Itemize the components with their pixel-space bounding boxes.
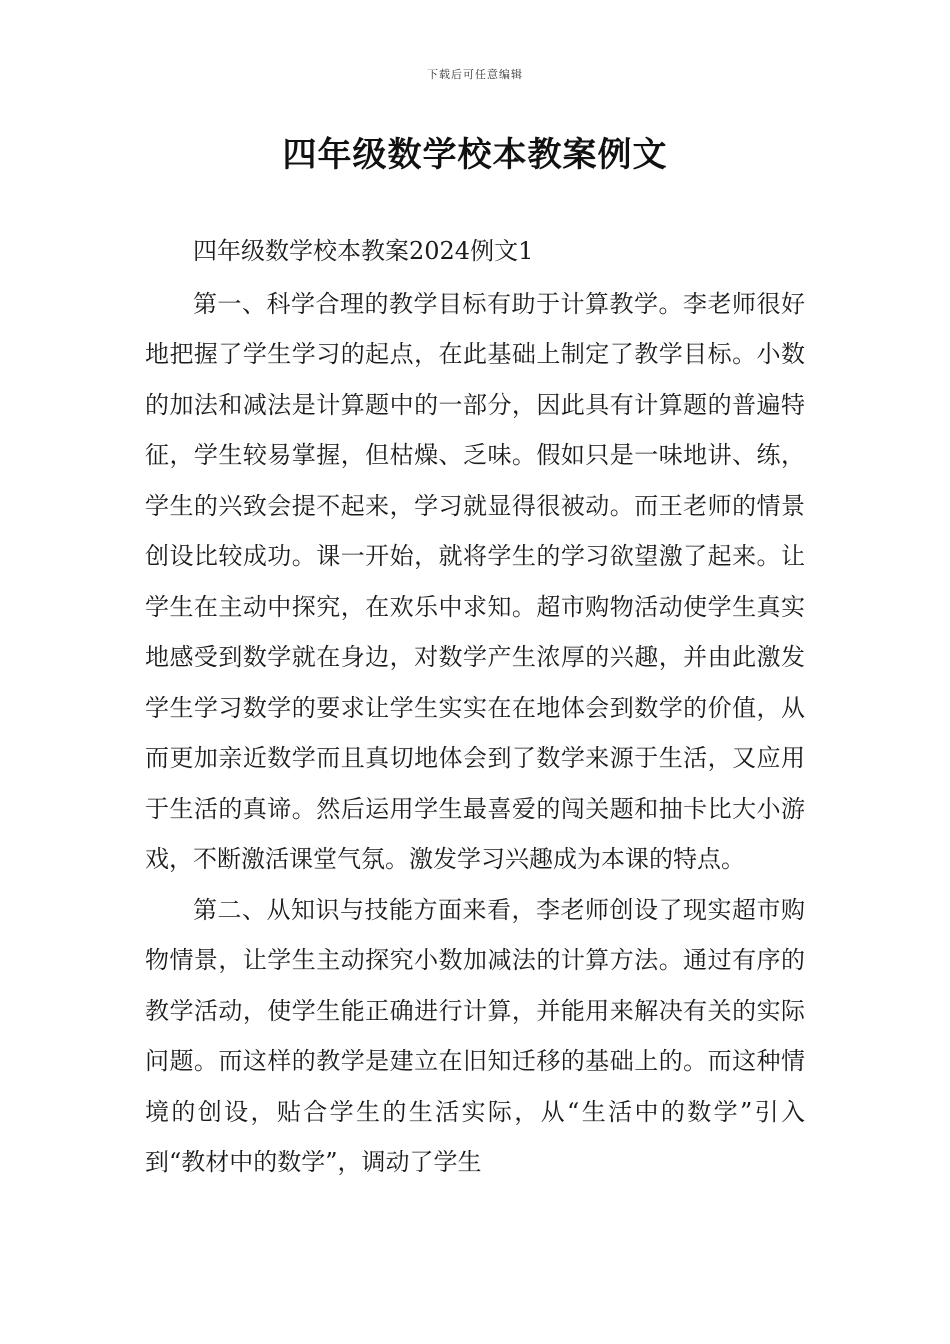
document-body bbox=[145, 226, 805, 1188]
paragraph-2: 第二、从知识与技能方面来看，李老师创设了现实超市购物情景，让学生主动探究小数加减法的计算方法。通过有序的教学活动，使学生能正确进行计算，并能用来解决有关的实际问题。而这样的教学是建立在旧知迁移的基础上的。而这种情境的创设，贴合学生的生活实际，从“生活中的数学”引入到“教材中的数学”，调动了学生 bbox=[145, 895, 805, 1176]
header-note: 下载后可任意编辑 bbox=[427, 68, 523, 81]
section-heading: 四年级数学校本教案2024例文1 bbox=[193, 237, 534, 265]
document-title: 四年级数学校本教案例文 bbox=[282, 135, 668, 175]
paragraph-1: 第一、科学合理的教学目标有助于计算教学。李老师很好地把握了学生学习的起点，在此基础上制定了教学目标。小数的加法和减法是计算题中的一部分，因此具有计算题的普遍特征，学生较易掌握，但枯燥、乏味。假如只是一味地讲、练，学生的兴致会提不起来，学习就显得很被动。而王老师的情景创设比较成功。课一开始，就将学生的学习欲望激了起来。让学生在主动中探究，在欢乐中求知。超市购物活动使学生真实地感受到数学就在身边，对数学产生浓厚的兴趣，并由此激发学生学习数学的要求让学生实实在在地体会到数学的价值，从而更加亲近数学而且真切地体会到了数学来源于生活，又应用于生活的真谛。然后运用学生最喜爱的闯关题和抽卡比大小游戏，不断激活课堂气氛。激发学习兴趣成为本课的特点。 bbox=[145, 289, 805, 873]
